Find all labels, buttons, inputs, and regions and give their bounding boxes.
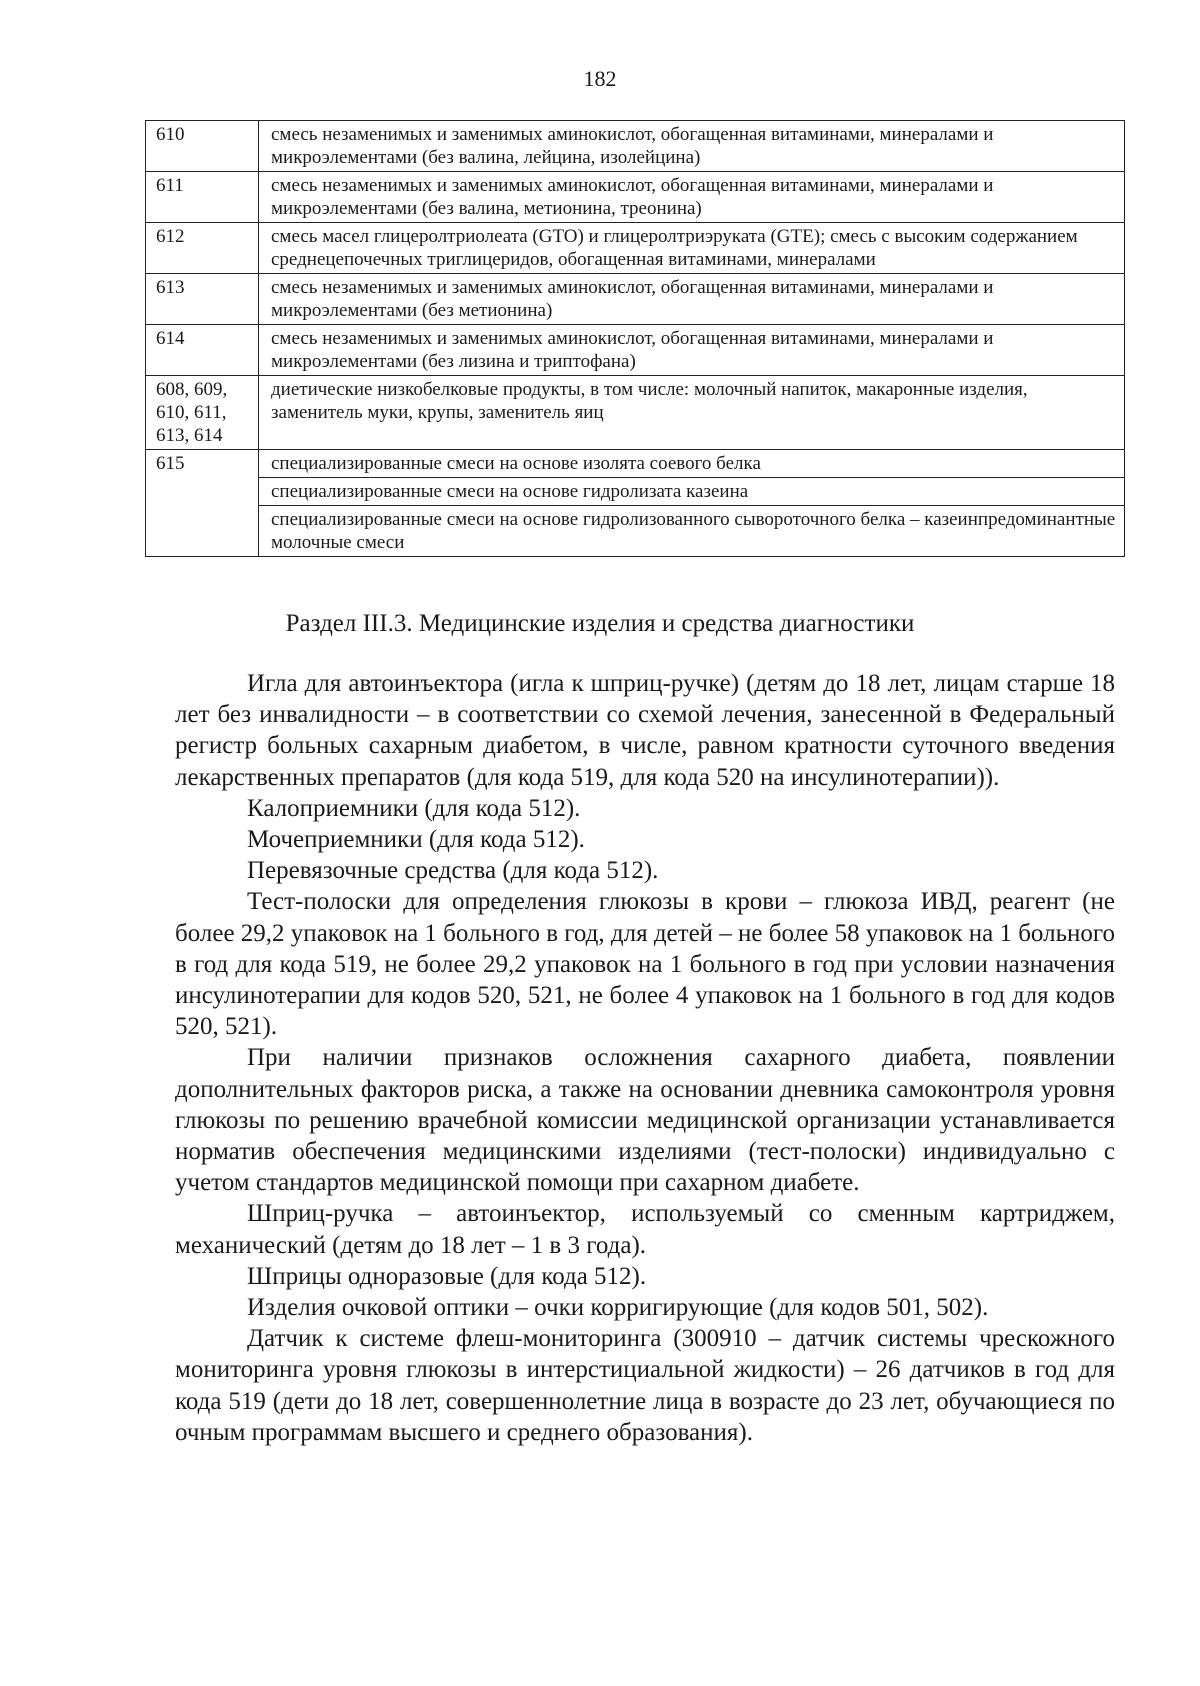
paragraph: Мочеприемники (для кода 512). [247, 826, 585, 854]
table-row [146, 121, 1125, 172]
paragraph: Тест-полоски для определения глюкозы в крови – глюкоза ИВД, реагент (не более 29,2 упаковок на 1 больного в год, для детей – не более 58 упаковок на 1 больного в год для кода 519, не более 29,2 упаковок на 1 больного в год при условии назначения инсулинотерапии для кодов 520, 521, не более 4 упаковок на 1 больного в год для кодов 520, 521). [175, 888, 1115, 1041]
description-cell: смесь незаменимых и заменимых аминокислот, обогащенная витаминами, минералами и микроэлементами (без метионина) [259, 274, 1125, 325]
paragraph: Шприцы одноразовые (для кода 512). [247, 1262, 647, 1290]
table-row [146, 223, 1125, 274]
body-text [175, 668, 1115, 1448]
description-cell: смесь незаменимых и заменимых аминокислот, обогащенная витаминами, минералами и микроэлементами (без валина, лейцина, изолейцина) [259, 121, 1125, 172]
table-row [146, 325, 1125, 376]
table-row [146, 172, 1125, 223]
paragraph: Перевязочные средства (для кода 512). [247, 857, 659, 885]
code-cell: 614 [146, 325, 259, 376]
description-cell: специализированные смеси на основе гидролизата казеина [259, 478, 1125, 506]
code-cell: 612 [146, 223, 259, 274]
code-cell: 613 [146, 274, 259, 325]
description-cell: диетические низкобелковые продукты, в том числе: молочный напиток, макаронные изделия, заменитель муки, крупы, заменитель яиц [259, 376, 1125, 450]
codes-table [145, 120, 1125, 557]
table-row [146, 506, 1125, 557]
description-cell: специализированные смеси на основе гидролизованного сывороточного белка – казеинпредоминантные молочные смеси [259, 506, 1125, 557]
page-number: 182 [583, 66, 617, 91]
table-row [146, 376, 1125, 450]
paragraph: Игла для автоинъектора (игла к шприц-ручке) (детям до 18 лет, лицам старше 18 лет без инвалидности – в соответствии со схемой лечения, занесенной в Федеральный регистр больных сахарным диабетом, в числе, равном кратности суточного введения лекарственных препаратов (для кода 519, для кода 520 на инсулинотерапии)). [175, 670, 1115, 791]
paragraph: Шприц-ручка – автоинъектор, используемый со сменным картриджем, механический (детям до 18 лет – 1 в 3 года). [175, 1200, 1115, 1259]
code-cell: 611 [146, 172, 259, 223]
description-cell: смесь незаменимых и заменимых аминокислот, обогащенная витаминами, минералами и микроэлементами (без лизина и триптофана) [259, 325, 1125, 376]
description-cell: смесь масел глицеролтриолеата (GTO) и глицеролтриэруката (GTE); смесь с высоким содержанием среднецепочечных триглицеридов, обогащенная витаминами, минералами [259, 223, 1125, 274]
code-cell: 608, 609, 610, 611, 613, 614 [146, 376, 259, 450]
paragraph: Изделия очковой оптики – очки корригирующие (для кодов 501, 502). [247, 1294, 989, 1322]
paragraph: Калоприемники (для кода 512). [247, 794, 581, 822]
section-title: Раздел III.3. Медицинские изделия и средства диагностики [285, 610, 915, 637]
table-row [146, 450, 1125, 478]
code-cell: 610 [146, 121, 259, 172]
description-cell: смесь незаменимых и заменимых аминокислот, обогащенная витаминами, минералами и микроэлементами (без валина, метионина, треонина) [259, 172, 1125, 223]
table-row [146, 478, 1125, 506]
description-cell: специализированные смеси на основе изолята соевого белка [259, 450, 1125, 478]
code-cell: 615 [146, 450, 259, 557]
table-row [146, 274, 1125, 325]
paragraph: При наличии признаков осложнения сахарного диабета, появлении дополнительных факторов риска, а также на основании дневника самоконтроля уровня глюкозы по решению врачебной комиссии медицинской организации устанавливается норматив обеспечения медицинскими изделиями (тест-полоски) индивидуально с учетом стандартов медицинской помощи при сахарном диабете. [175, 1044, 1115, 1197]
paragraph: Датчик к системе флеш-мониторинга (300910 – датчик системы чрескожного мониторинга уровня глюкозы в интерстициальной жидкости) – 26 датчиков в год для кода 519 (дети до 18 лет, совершеннолетние лица в возрасте до 23 лет, обучающиеся по очным программам высшего и среднего образования). [175, 1325, 1115, 1446]
